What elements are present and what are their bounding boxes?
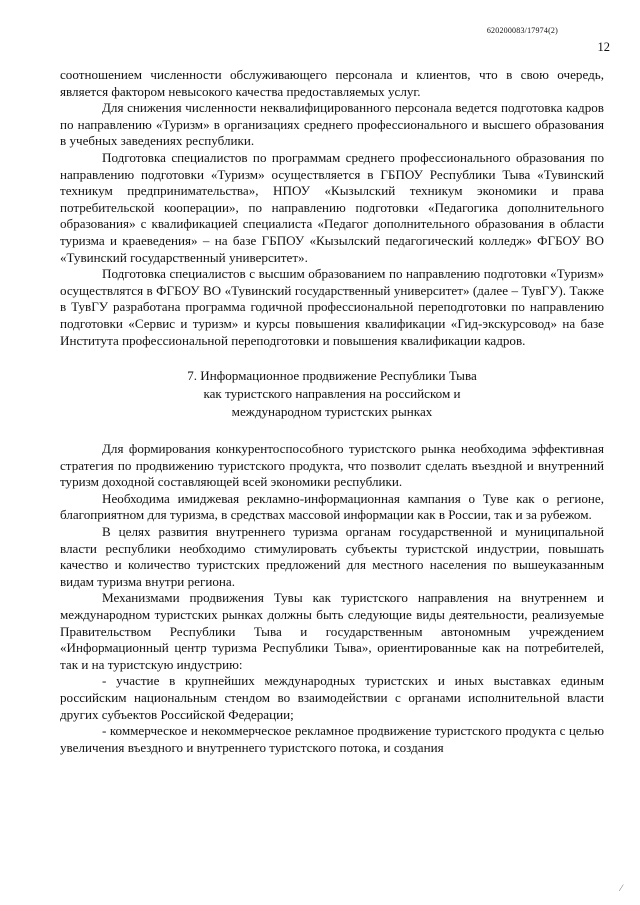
section-heading [60, 367, 604, 421]
section-heading-line: как туристского направления на российском и [203, 386, 461, 402]
paragraph: Механизмами продвижения Тувы как туристского направления на внутреннем и международном туристских рынках должны быть следующие виды деятельности, реализуемые Правительством Республики Тыва и государственным автономным учреждением «Информационный центр туризма Республики Тыва», ориентированные как на потребителей, так и на туристскую индустрию: [60, 590, 604, 672]
paragraph: В целях развития внутреннего туризма органам государственной и муниципальной власти республики необходимо стимулировать субъекты туристской индустрии, повышать качество и количество туристских предложений для местного населения по вышеуказанным видам туризма внутри региона. [60, 524, 604, 589]
paragraph: Для снижения численности неквалифицированного персонала ведется подготовка кадров по направлению «Туризм» в организациях среднего профессионального и высшего образования в учебных заведениях республики. [60, 100, 604, 149]
paragraph: Необходима имиджевая рекламно-информационная кампания о Туве как о регионе, благоприятном для туризма, в средствах массовой информации как в России, так и за рубежом. [60, 490, 604, 523]
paragraph: Подготовка специалистов с высшим образованием по направлению подготовки «Туризм» осуществлятся в ФГБОУ ВО «Тувинский государственный университет» (далее – ТувГУ). Также в ТувГУ разработана программа годичной профессиональной переподготовки по направлению подготовки «Сервис и туризм» и курсы повышения квалификации «Гид-экскурсовод» на базе Института профессиональной переподготовки и повышения квалификации кадров. [60, 266, 604, 348]
paragraph: Подготовка специалистов по программам среднего профессионального образования по направлению подготовки «Туризм» осуществляется в ГБПОУ Республики Тыва «Тувинский техникум предпринимательства», НПОУ «Кызылский техникум экономики и права потребительской кооперации», по направлению подготовки «Педагогика дополнительного образования» с квалификацией специалиста «Педагог дополнительного образования в области туризма и краеведения» – на базе ГБПОУ «Кызылский педагогический колледж» ФГБОУ ВО «Тувинский государственный университет». [60, 149, 604, 265]
page-number: 12 [597, 40, 610, 54]
paragraph: Для формирования конкурентоспособного туристского рынка необходима эффективная стратегия по продвижению туристского продукта, что позволит сделать въездной и внутренний туризм доходной составляющей всей экономики республики. [60, 441, 604, 490]
list-item: - участие в крупнейших международных туристских и иных выставках единым российским национальным стендом во взаимодействии с органами исполнительной власти других субъектов Российской Федерации; [60, 673, 604, 722]
section-heading-line: международном туристских рынках [231, 404, 433, 420]
paragraph: соотношением численности обслуживающего персонала и клиентов, что в свою очередь, является фактором невысокого качества предоставляемых услуг. [60, 67, 604, 99]
document-body [60, 67, 604, 756]
corner-mark: ⁄ [620, 883, 622, 893]
section-heading-line: 7. Информационное продвижение Республики Тыва [187, 368, 477, 384]
document-id: 620200083/17974(2) [486, 26, 558, 35]
list-item: - коммерческое и некоммерческое рекламное продвижение туристского продукта с целью увеличения въездного и внутреннего туристского потока, и создания [60, 723, 604, 755]
